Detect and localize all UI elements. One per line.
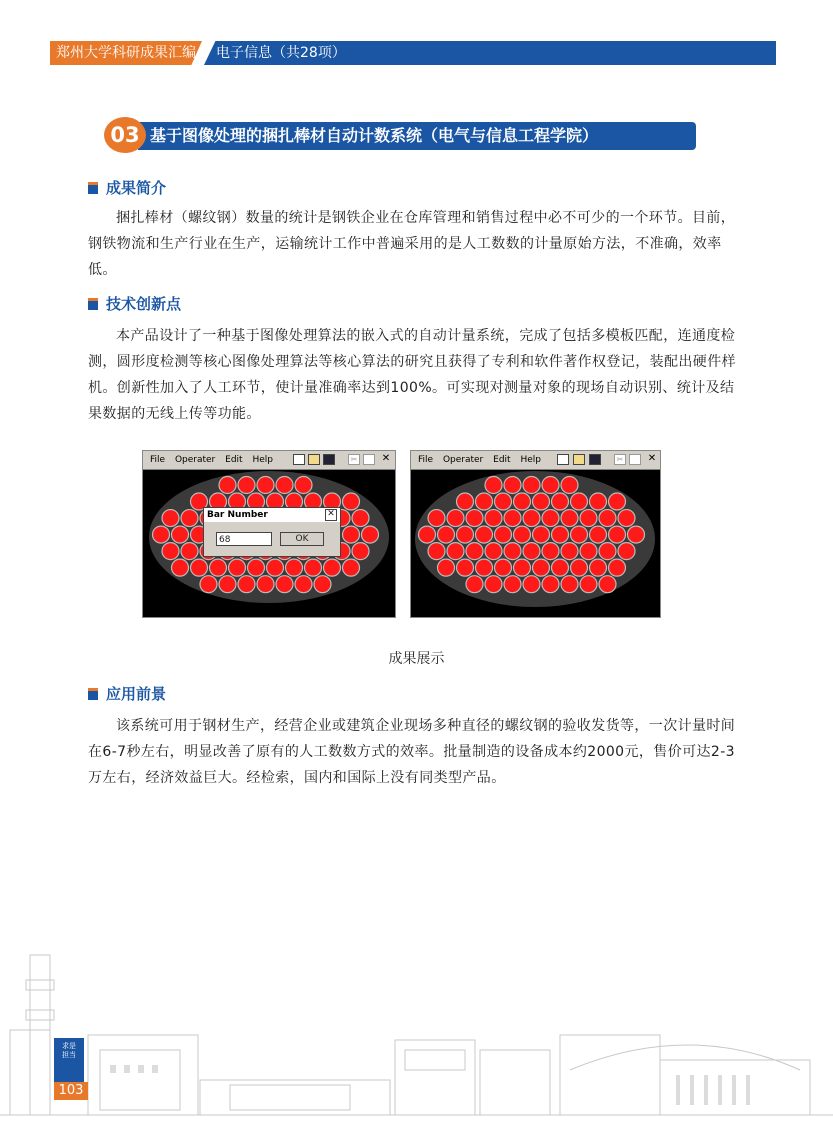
section-text-intro: 捆扎棒材（螺纹钢）数量的统计是钢铁企业在仓库管理和销售过程中必不可少的一个环节。目前，钢铁物流和生产行业在生产，运输统计工作中普遍采用的是人工数数的计量原始方法，不准确，效率低。 [88, 210, 736, 278]
open-folder-icon[interactable] [573, 454, 585, 465]
save-icon[interactable] [323, 454, 335, 465]
app-menubar [143, 451, 395, 470]
dialog-title: Bar Number [204, 508, 340, 522]
bar-marker [561, 576, 578, 593]
bar-marker [504, 576, 521, 593]
bar-marker [466, 543, 483, 560]
menu-operater[interactable]: Operater [442, 455, 484, 465]
bar-marker [523, 510, 540, 527]
bar-marker [561, 477, 578, 494]
bar-marker [362, 526, 379, 543]
bar-marker [229, 559, 246, 576]
bar-marker [447, 543, 464, 560]
bar-marker [552, 493, 569, 510]
bar-marker [219, 576, 236, 593]
bar-marker [590, 526, 607, 543]
bar-marker [238, 576, 255, 593]
menu-file[interactable]: File [418, 455, 434, 465]
bar-marker [476, 526, 493, 543]
bar-marker [257, 477, 274, 494]
bar-marker [343, 559, 360, 576]
bar-marker [571, 493, 588, 510]
bar-marker [248, 559, 265, 576]
bar-marker [571, 559, 588, 576]
section-marker-icon [88, 298, 98, 310]
bar-marker [523, 543, 540, 560]
bar-marker [599, 510, 616, 527]
bar-marker [466, 510, 483, 527]
bar-marker [609, 526, 626, 543]
bar-marker [590, 493, 607, 510]
bar-count-field[interactable]: 68 [216, 532, 272, 546]
bar-marker [352, 510, 369, 527]
bar-marker [295, 477, 312, 494]
ok-button[interactable]: OK [280, 532, 324, 546]
bar-marker [533, 493, 550, 510]
bar-marker [561, 543, 578, 560]
bar-marker [466, 576, 483, 593]
section-heading-innovation: 技术创新点 [88, 294, 181, 314]
bar-marker [476, 493, 493, 510]
section-heading-prospects: 应用前景 [88, 684, 166, 704]
bar-marker [599, 576, 616, 593]
bar-marker [580, 576, 597, 593]
bar-marker [514, 559, 531, 576]
bar-marker [172, 559, 189, 576]
section-text-prospects: 该系统可用于钢材生产，经营企业或建筑企业现场多种直径的螺纹钢的验收发货等，一次计量时间在6-7秒左右，明显改善了原有的人工数数方式的效率。批量制造的设备成本约2000元，售价可达2-3万左右，经济效益巨大。经检索，国内和国际上没有同类型产品。 [88, 718, 736, 786]
section-marker-icon [88, 688, 98, 700]
cut-icon[interactable]: ✂ [348, 454, 360, 465]
bar-marker [609, 493, 626, 510]
bar-number-dialog [203, 507, 341, 557]
bar-marker [153, 526, 170, 543]
bar-marker [495, 493, 512, 510]
bar-marker [210, 559, 227, 576]
bar-marker [238, 477, 255, 494]
close-icon[interactable]: ✕ [647, 453, 657, 464]
new-file-icon[interactable] [293, 454, 305, 465]
bar-marker [343, 493, 360, 510]
bar-marker [542, 477, 559, 494]
new-file-icon[interactable] [557, 454, 569, 465]
bar-marker [590, 559, 607, 576]
bar-marker [580, 543, 597, 560]
cut-icon[interactable]: ✂ [614, 454, 626, 465]
close-icon[interactable]: ✕ [381, 453, 391, 464]
bar-marker [542, 576, 559, 593]
bar-marker [599, 543, 616, 560]
bar-marker [181, 543, 198, 560]
page-number: 103 [54, 1082, 88, 1100]
item-number-badge: 03 [104, 117, 146, 153]
copy-icon[interactable] [363, 454, 375, 465]
bar-marker [162, 543, 179, 560]
bar-marker [200, 576, 217, 593]
bar-marker [552, 559, 569, 576]
bar-marker [343, 526, 360, 543]
bar-marker [428, 510, 445, 527]
section-heading-intro: 成果简介 [88, 178, 166, 198]
bar-marker [352, 543, 369, 560]
bar-marker [542, 543, 559, 560]
menu-operater[interactable]: Operater [174, 455, 216, 465]
section-marker-icon [88, 182, 98, 194]
result-screenshot-left [142, 450, 396, 618]
bar-marker [438, 526, 455, 543]
menu-edit[interactable]: Edit [225, 455, 243, 465]
bar-marker [457, 493, 474, 510]
bar-marker [438, 559, 455, 576]
bar-marker [219, 477, 236, 494]
bar-marker [181, 510, 198, 527]
bar-marker [305, 559, 322, 576]
bar-marker [618, 510, 635, 527]
bar-marker [504, 510, 521, 527]
bar-marker [162, 510, 179, 527]
bar-marker [191, 559, 208, 576]
bar-marker [485, 477, 502, 494]
university-motto-logo: 求是担当 [62, 1042, 76, 1059]
bar-marker [324, 559, 341, 576]
bar-marker [580, 510, 597, 527]
item-title: 基于图像处理的捆扎棒材自动计数系统（电气与信息工程学院） [150, 126, 599, 145]
bar-marker [295, 576, 312, 593]
bar-marker [523, 576, 540, 593]
bar-marker [286, 559, 303, 576]
bar-marker [257, 576, 274, 593]
bar-marker [172, 526, 189, 543]
bar-marker [504, 477, 521, 494]
bar-marker [628, 526, 645, 543]
bar-marker [485, 576, 502, 593]
bar-marker [457, 559, 474, 576]
bar-marker [457, 526, 474, 543]
menu-help[interactable]: Help [520, 455, 541, 465]
bar-marker [314, 576, 331, 593]
dialog-close-icon[interactable]: ✕ [325, 509, 337, 521]
save-icon[interactable] [589, 454, 601, 465]
bar-marker [428, 543, 445, 560]
bar-marker [618, 543, 635, 560]
menu-file[interactable]: File [150, 455, 166, 465]
bar-marker [533, 559, 550, 576]
header-category: 电子信息（共28项） [216, 45, 346, 61]
bar-marker [495, 526, 512, 543]
bar-marker [447, 510, 464, 527]
bar-marker [561, 510, 578, 527]
bar-marker [552, 526, 569, 543]
bar-marker [523, 477, 540, 494]
copy-icon[interactable] [629, 454, 641, 465]
bar-marker [419, 526, 436, 543]
menu-help[interactable]: Help [252, 455, 273, 465]
bar-marker [514, 526, 531, 543]
bar-marker [609, 559, 626, 576]
campus-skyline-illustration [0, 940, 833, 1123]
bar-marker [514, 493, 531, 510]
bar-marker [533, 526, 550, 543]
bar-bundle-image-right [411, 469, 660, 617]
result-screenshot-right [410, 450, 661, 618]
bar-marker [495, 559, 512, 576]
bar-marker [485, 510, 502, 527]
bar-marker [485, 543, 502, 560]
bar-marker [276, 477, 293, 494]
bar-marker [542, 510, 559, 527]
bar-marker [571, 526, 588, 543]
app-menubar [411, 451, 660, 470]
figure-caption: 成果展示 [388, 651, 445, 667]
section-text-innovation: 本产品设计了一种基于图像处理算法的嵌入式的自动计量系统，完成了包括多模板匹配，连通度检测，圆形度检测等核心图像处理算法等核心算法的研究且获得了专利和软件著作权登记，装配出硬件样机。创新性加入了人工环节，使计量准确率达到100%。可实现对测量对象的现场自动识别、统计及结果数据的无线上传等功能。 [88, 328, 736, 422]
bar-marker [267, 559, 284, 576]
bar-marker [476, 559, 493, 576]
menu-edit[interactable]: Edit [493, 455, 511, 465]
header-collection-title: 郑州大学科研成果汇编 [56, 45, 196, 61]
bar-marker [504, 543, 521, 560]
open-folder-icon[interactable] [308, 454, 320, 465]
bar-marker [276, 576, 293, 593]
